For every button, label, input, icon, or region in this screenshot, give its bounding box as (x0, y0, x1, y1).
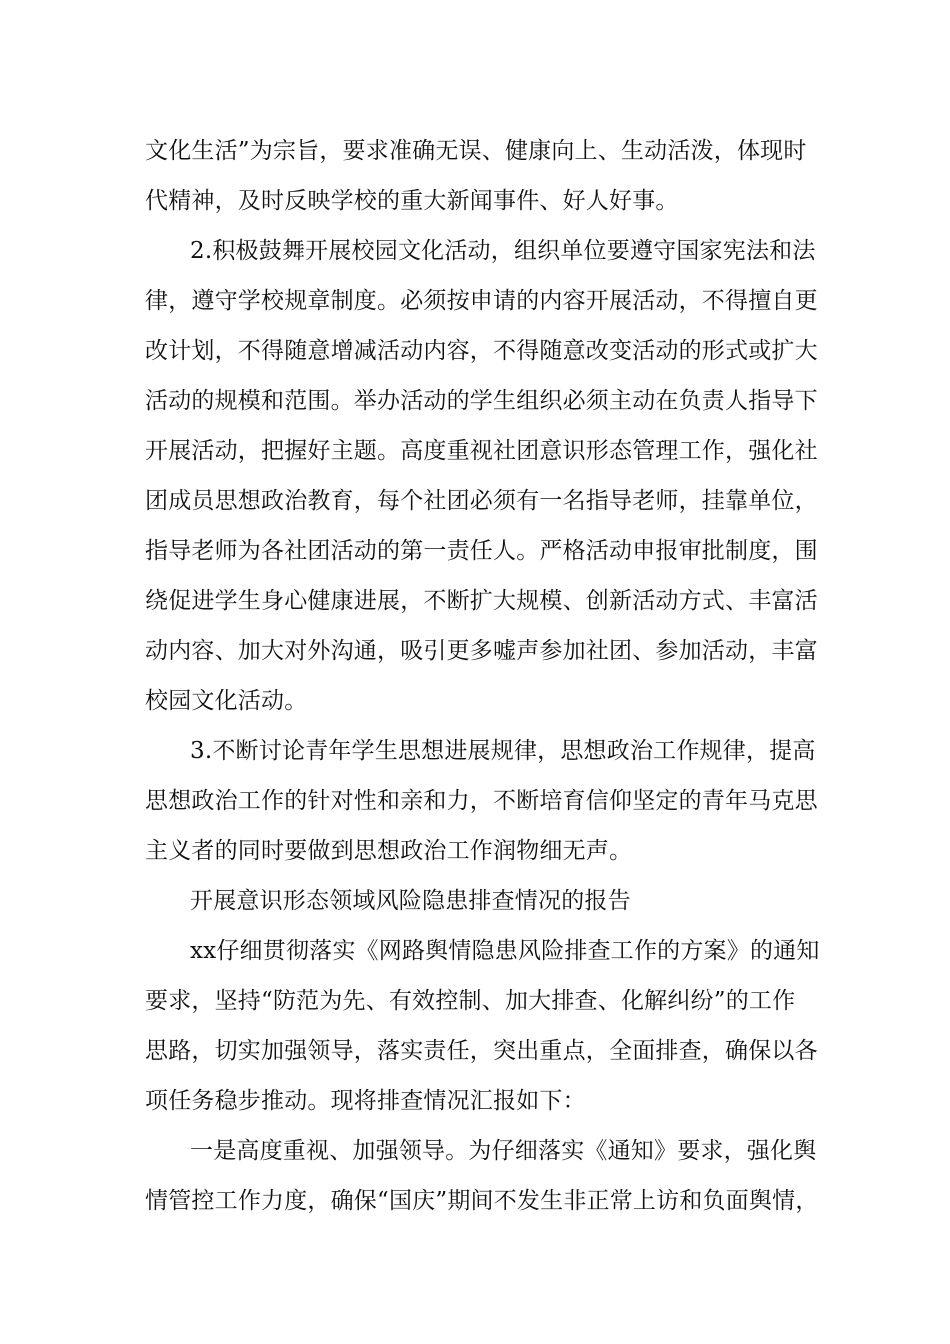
paragraph-line: 2.积极鼓舞开展校园文化活动，组织单位要遵守国家宪法和法 (190, 238, 816, 264)
paragraph-line: 3.不断讨论青年学生思想进展规律，思想政治工作规律，提高 (190, 738, 816, 764)
paragraph-line: 项任务稳步推动。现将排查情况汇报如下： (145, 1088, 586, 1114)
paragraph-line: 代精神，及时反映学校的重大新闻事件、好人好事。 (145, 188, 679, 214)
paragraph-line: 团成员思想政治教育，每个社团必须有一名指导老师，挂靠单位， (145, 488, 818, 514)
section-heading: 开展意识形态领域风险隐患排查情况的报告 (190, 888, 631, 914)
paragraph-line: 绕促进学生身心健康进展，不断扩大规模、创新活动方式、丰富活 (145, 588, 818, 614)
paragraph-line: 思路，切实加强领导，落实责任，突出重点，全面排查，确保以各 (145, 1038, 818, 1064)
paragraph-line: 动内容、加大对外沟通，吸引更多嘘声参加社团、参加活动，丰富 (145, 638, 818, 664)
paragraph-line: 校园文化活动。 (145, 688, 308, 714)
paragraph-line: 律，遵守学校规章制度。必须按申请的内容开展活动，不得擅自更 (145, 288, 818, 314)
paragraph-line: xx仔细贯彻落实《网路舆情隐患风险排查工作的方案》的通知 (190, 938, 820, 964)
paragraph-line: 文化生活”为宗旨，要求准确无误、健康向上、生动活泼，体现时 (145, 138, 807, 164)
paragraph-line: 改计划，不得随意增减活动内容，不得随意改变活动的形式或扩大 (145, 338, 818, 364)
paragraph-line: 一是高度重视、加强领导。为仔细落实《通知》要求，强化舆 (190, 1138, 817, 1164)
paragraph-line: 要求，坚持“防范为先、有效控制、加大排查、化解纠纷”的工作 (145, 988, 796, 1014)
paragraph-line: 开展活动，把握好主题。高度重视社团意识形态管理工作，强化社 (145, 438, 818, 464)
paragraph-line: 活动的规模和范围。举办活动的学生组织必须主动在负责人指导下 (145, 388, 818, 414)
paragraph-line: 主义者的同时要做到思想政治工作润物细无声。 (145, 838, 633, 864)
paragraph-line: 思想政治工作的针对性和亲和力，不断培育信仰坚定的青年马克思 (145, 788, 818, 814)
paragraph-line: 情管控工作力度，确保“国庆”期间不发生非正常上访和负面舆情， (145, 1188, 819, 1214)
paragraph-line: 指导老师为各社团活动的第一责任人。严格活动申报审批制度，围 (145, 538, 818, 564)
